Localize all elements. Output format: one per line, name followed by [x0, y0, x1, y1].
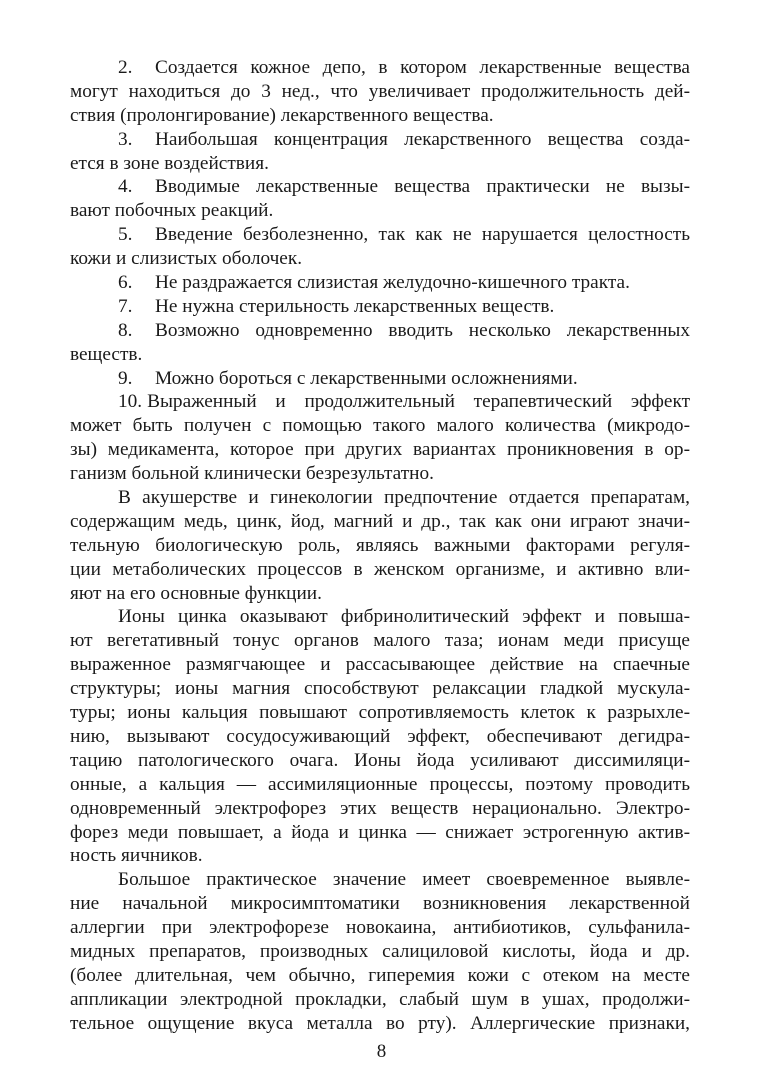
text-line: [70, 773, 690, 797]
line-text: мидных препаратов, производных салициловой кислоты, йода и др.: [70, 940, 690, 962]
text-line: [70, 414, 690, 438]
line-text: В акушерстве и гинекологии предпочтение отдается препаратам,: [118, 487, 690, 509]
text-line: [70, 558, 690, 582]
line-text: Введение безболезненно, так как не нарушается целостность: [155, 224, 690, 246]
line-text: тельную биологическую роль, являясь важными факторами регуля-: [70, 534, 690, 556]
text-line: [70, 104, 690, 128]
line-text: содержащим медь, цинк, йод, магний и др., так как они играют значи-: [70, 510, 690, 532]
text-line: [70, 343, 690, 367]
text-line: [70, 964, 690, 988]
numbered-item: [70, 175, 690, 223]
text-line: [70, 199, 690, 223]
document-body: [70, 56, 690, 1036]
numbered-item: [70, 390, 690, 486]
line-text: Большое практическое значение имеет своевременное выявле-: [118, 869, 690, 891]
paragraph: [70, 868, 690, 1035]
text-line: [70, 175, 690, 199]
text-line: [70, 749, 690, 773]
numbered-item: [70, 271, 690, 295]
page-number: 8: [376, 1041, 387, 1062]
line-text: Ионы цинка оказывают фибринолитический эффект и повыша-: [118, 606, 690, 628]
paragraph: [70, 486, 690, 605]
line-text: одновременный электрофорез этих веществ нерационально. Электро-: [70, 797, 690, 819]
line-text: ют вегетативный тонус органов малого таза; ионам меди присуще: [70, 630, 690, 652]
line-text: ции метаболических процессов в женском организме, и активно вли-: [70, 558, 690, 580]
line-text: вают побочных реакций.: [70, 200, 274, 222]
line-text: веществ.: [70, 343, 143, 365]
line-text: ганизм больной клинически безрезультатно.: [70, 463, 434, 485]
item-number: 3.: [118, 128, 133, 150]
item-number: 4.: [118, 176, 133, 198]
text-line: [70, 1012, 690, 1036]
line-text: зы) медикамента, которое при других вариантах проникновения в ор-: [70, 439, 690, 461]
line-text: онные, а кальция — ассимиляционные процессы, поэтому проводить: [70, 773, 690, 795]
text-line: [70, 486, 690, 510]
line-text: форез меди повышает, а йода и цинка — снижает эстрогенную актив-: [70, 821, 690, 843]
numbered-item: [70, 319, 690, 367]
paragraph: [70, 605, 690, 868]
line-text: тацию патологического очага. Ионы йода усиливают диссимиляци-: [70, 749, 690, 771]
item-number: 7.: [118, 295, 133, 317]
item-number: 6.: [118, 272, 133, 294]
text-line: [70, 582, 690, 606]
item-number: 9.: [118, 367, 133, 389]
text-line: [70, 462, 690, 486]
text-line: [70, 797, 690, 821]
line-text: яют на его основные функции.: [70, 582, 322, 604]
line-text: ется в зоне воздействия.: [70, 152, 269, 174]
text-line: [70, 868, 690, 892]
line-text: ствия (пролонгирование) лекарственного вещества.: [70, 104, 494, 126]
line-text: выраженное размягчающее и рассасывающее действие на спаечные: [70, 654, 690, 676]
line-text: Создается кожное депо, в котором лекарственные вещества: [155, 57, 690, 78]
text-line: [70, 247, 690, 271]
line-text: Не нужна стерильность лекарственных веществ.: [155, 295, 555, 317]
text-line: [70, 271, 690, 295]
text-line: [70, 701, 690, 725]
numbered-item: [70, 295, 690, 319]
numbered-item: [70, 367, 690, 391]
line-text: Возможно одновременно вводить несколько лекарственных: [155, 319, 690, 341]
text-line: [70, 940, 690, 964]
line-text: аллергии при электрофорезе новокаина, антибиотиков, сульфанила-: [70, 917, 690, 939]
line-text: аппликации электродной прокладки, слабый шум в ушах, продолжи-: [70, 988, 690, 1010]
text-line: [70, 844, 690, 868]
text-line: [70, 988, 690, 1012]
text-line: [70, 629, 690, 653]
item-number: 10.: [118, 391, 143, 413]
line-text: Можно бороться с лекарственными осложнениями.: [155, 367, 578, 389]
line-text: может быть получен с помощью такого малого количества (микродо-: [70, 415, 690, 437]
text-line: [70, 916, 690, 940]
text-line: [70, 295, 690, 319]
item-number: 8.: [118, 319, 133, 341]
numbered-item: [70, 128, 690, 176]
line-text: Наибольшая концентрация лекарственного вещества созда-: [155, 128, 690, 150]
text-line: [70, 892, 690, 916]
line-text: туры; ионы кальция повышают сопротивляемость клеток к разрыхле-: [70, 702, 690, 724]
text-line: [70, 152, 690, 176]
line-text: ние начальной микросимптоматики возникновения лекарственной: [70, 893, 690, 915]
text-line: [70, 56, 690, 80]
text-line: [70, 510, 690, 534]
line-text: ность яичников.: [70, 845, 203, 867]
line-text: тельное ощущение вкуса металла во рту). Аллергические признаки,: [70, 1012, 690, 1034]
line-text: Не раздражается слизистая желудочно-кишечного тракта.: [155, 272, 630, 294]
text-line: [70, 821, 690, 845]
text-line: [70, 605, 690, 629]
line-text: Вводимые лекарственные вещества практически не вызы-: [155, 176, 690, 198]
text-line: [70, 725, 690, 749]
text-line: [70, 438, 690, 462]
text-line: [70, 128, 690, 152]
line-text: (более длительная, чем обычно, гиперемия кожи с отеком на месте: [70, 964, 690, 986]
numbered-item: [70, 56, 690, 128]
text-line: [70, 390, 690, 414]
item-number: 2.: [118, 57, 133, 78]
numbered-item: [70, 223, 690, 271]
text-line: [70, 367, 690, 391]
text-line: [70, 653, 690, 677]
text-line: [70, 223, 690, 247]
text-line: [70, 534, 690, 558]
text-line: [70, 80, 690, 104]
line-text: кожи и слизистых оболочек.: [70, 248, 303, 270]
line-text: структуры; ионы магния способствуют релаксации гладкой мускула-: [70, 678, 690, 700]
item-number: 5.: [118, 224, 133, 246]
text-line: [70, 319, 690, 343]
line-text: нию, вызывают сосудосуживающий эффект, обеспечивают дегидра-: [70, 725, 690, 747]
line-text: Выраженный и продолжительный терапевтический эффект: [147, 391, 690, 413]
line-text: могут находиться до 3 нед., что увеличивает продолжительность дей-: [70, 80, 690, 102]
text-line: [70, 677, 690, 701]
